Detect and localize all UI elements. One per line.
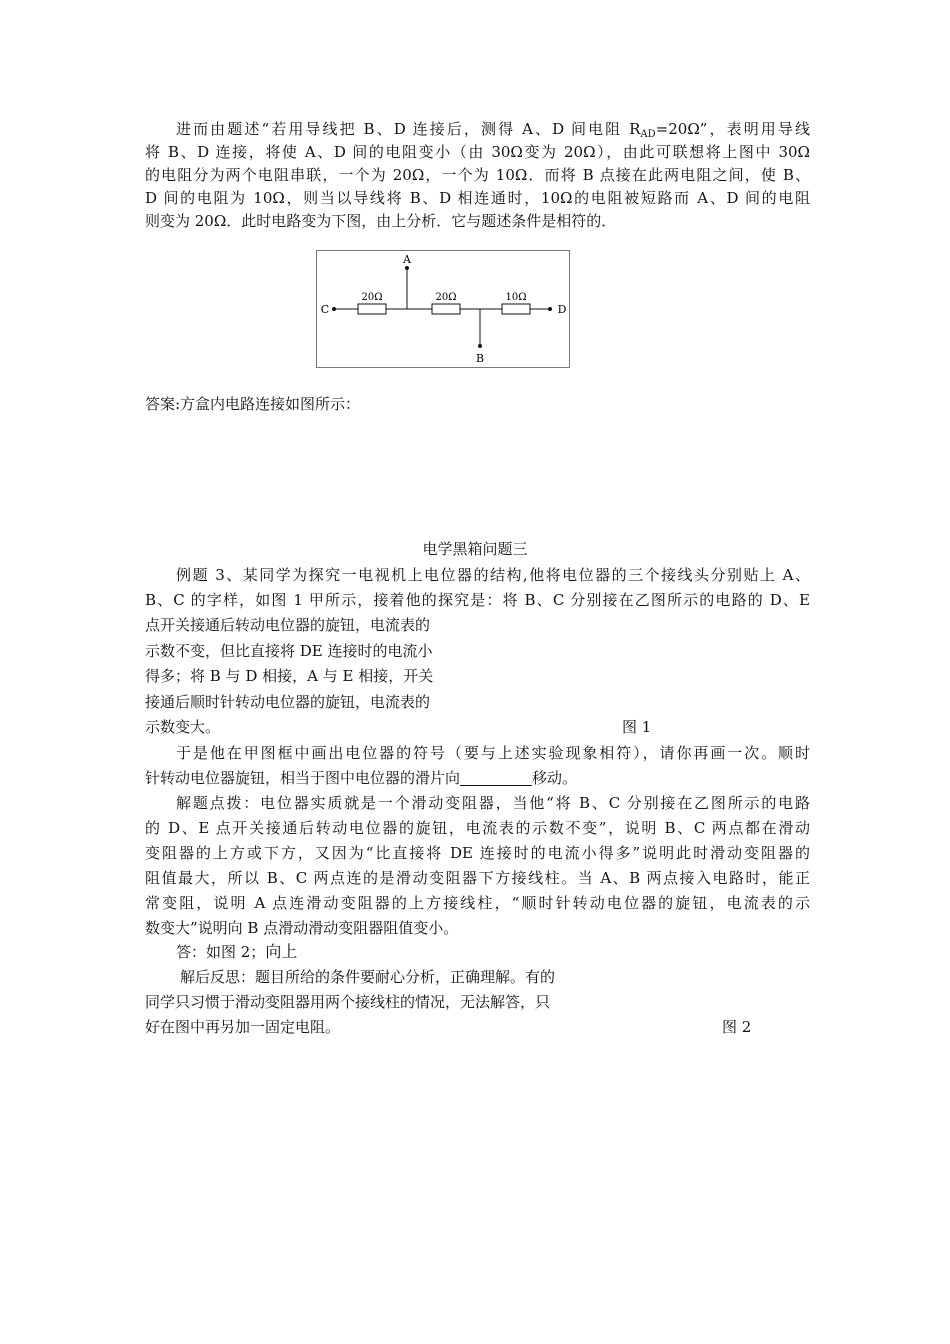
hint-line: 常变阻，说明 A 点连滑动变阻器的上方接线柱，“顺时针转动电位器的旋钮，电流表的示 bbox=[145, 894, 810, 912]
text-segment: 移动。 bbox=[532, 769, 578, 787]
answer-value: 向上 bbox=[265, 942, 298, 961]
answer-line: 答案:方盒内电路连接如图所示： bbox=[145, 395, 361, 413]
figure-1-label: 图 1 bbox=[622, 718, 652, 736]
terminal-c bbox=[332, 307, 336, 311]
label-r3: 10Ω bbox=[505, 292, 527, 303]
answer-blank bbox=[460, 770, 532, 786]
section-title: 电学黑箱问题三 bbox=[422, 540, 528, 558]
figure-2-label: 图 2 bbox=[722, 1018, 752, 1036]
terminal-d bbox=[548, 307, 552, 311]
paragraph-line: 的电阻分为两个电阻串联，一个为 20Ω，一个为 10Ω．而将 B 点接在此两电阻之间，使 B、 bbox=[145, 166, 810, 184]
example-line: B、C 的字样，如图 1 甲所示，接着他的探究是：将 B、C 分别接在乙图所示的电路的 D、E bbox=[145, 591, 810, 609]
label-r2: 20Ω bbox=[435, 292, 457, 303]
example-line: 示数变大。 bbox=[145, 718, 221, 736]
reflection-line: 解后反思：题目所给的条件要耐心分析，正确理解。有的 bbox=[180, 968, 556, 986]
example-line: 例题 3、某同学为探究一电视机上电位器的结构,他将电位器的三个接线头分别贴上 A、 bbox=[176, 566, 810, 584]
label-c: C bbox=[320, 303, 330, 316]
text-segment: =20Ω”，表明用导线 bbox=[655, 120, 810, 138]
label-d: D bbox=[557, 303, 567, 316]
example-line: 示数不变，但比直接将 DE 连接时的电流小 bbox=[145, 642, 433, 660]
example-line: 得多；将 B 与 D 相接，A 与 E 相接，开关 bbox=[145, 667, 434, 685]
answer-2-line bbox=[176, 941, 810, 963]
text-segment: 进而由题述“若用导线把 B、D 连接后，测得 A、D 间电阻 R bbox=[176, 120, 641, 138]
example-line: 点开关接通后转动电位器的旋钮，电流表的 bbox=[145, 616, 431, 634]
resistor-r2 bbox=[432, 304, 460, 314]
terminal-b bbox=[478, 344, 482, 348]
reflection-line: 好在图中再另加一固定电阻。 bbox=[145, 1018, 341, 1036]
example-line bbox=[145, 767, 810, 789]
terminal-a bbox=[405, 266, 409, 270]
example-line: 于是他在甲图框中画出电位器的符号（要与上述实验现象相符），请你再画一次。顺时 bbox=[176, 744, 810, 762]
hint-line: 解题点拨：电位器实质就是一个滑动变阻器，当他“将 B、C 分别接在乙图所示的电路 bbox=[176, 794, 810, 812]
text-segment: 针转动电位器旋钮，相当于图中电位器的滑片向 bbox=[145, 769, 461, 787]
subscript: AD bbox=[640, 129, 656, 140]
hint-line: 数变大”说明向 B 点滑动滑动变阻器阻值变小。 bbox=[145, 919, 459, 937]
text-segment: 答：如图 2； bbox=[176, 943, 266, 961]
label-b: B bbox=[475, 352, 485, 365]
paragraph-line bbox=[176, 118, 810, 140]
label-r1: 20Ω bbox=[361, 292, 383, 303]
paragraph-line: D 间的电阻为 10Ω，则当以导线将 B、D 相连通时，10Ω的电阻被短路而 A、D 间的电阻 bbox=[145, 189, 810, 207]
paragraph-line: 则变为 20Ω．此时电路变为下图，由上分析．它与题述条件是相符的． bbox=[145, 212, 617, 230]
circuit-diagram bbox=[316, 250, 570, 368]
resistor-r3 bbox=[502, 304, 530, 314]
hint-line: 变阻器的上方或下方，又因为“比直接将 DE 连接时的电流小得多”说明此时滑动变阻器的 bbox=[145, 844, 810, 862]
label-a: A bbox=[403, 253, 411, 266]
reflection-line: 同学只习惯于滑动变阻器用两个接线柱的情况，无法解答，只 bbox=[145, 993, 551, 1011]
example-line: 接通后顺时针转动电位器的旋钮，电流表的 bbox=[145, 693, 431, 711]
hint-line: 阻值最大，所以 B、C 两点连的是滑动变阻器下方接线柱。当 A、B 两点接入电路时，能正 bbox=[145, 869, 810, 887]
resistor-r1 bbox=[358, 304, 386, 314]
paragraph-line: 将 B、D 连接，将使 A、D 间的电阻变小（由 30Ω变为 20Ω），由此可联想将上图中 30Ω bbox=[145, 143, 810, 161]
hint-line: 的 D、E 点开关接通后转动电位器的旋钮，电流表的示数不变”，说明 B、C 两点都在滑动 bbox=[145, 819, 810, 837]
